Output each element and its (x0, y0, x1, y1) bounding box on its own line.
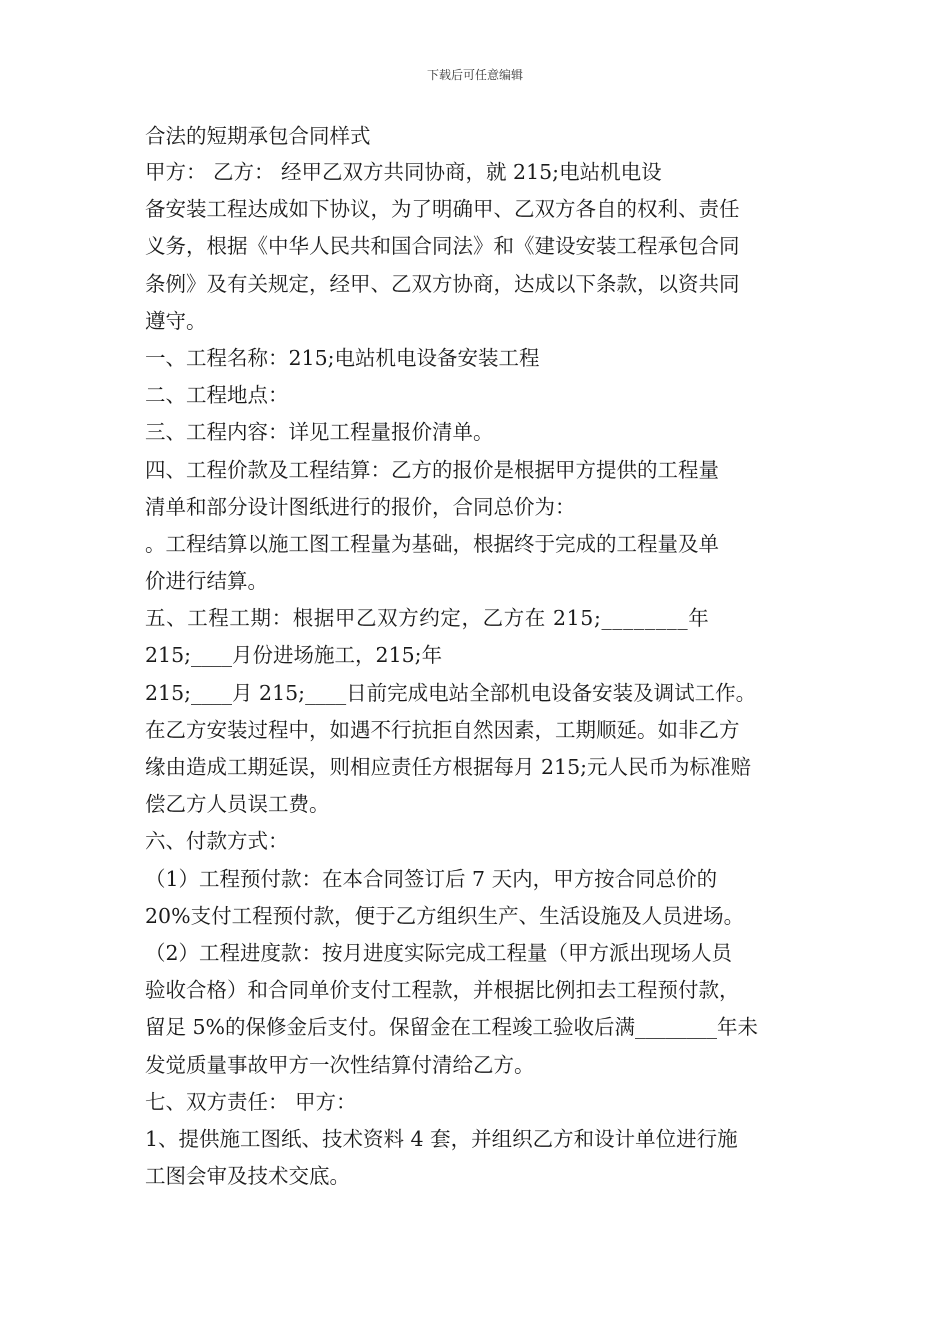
paragraph-line: 20%支付工程预付款，便于乙方组织生产、生活设施及人员进场。 (145, 903, 745, 928)
paragraph-line: 发觉质量事故甲方一次性结算付清给乙方。 (145, 1052, 535, 1077)
paragraph-line: 在乙方安装过程中，如遇不行抗拒自然因素，工期顺延。如非乙方 (145, 717, 740, 742)
document-title: 合法的短期承包合同样式 (145, 124, 371, 148)
section-heading: 三、工程内容：详见工程量报价清单。 (145, 420, 494, 445)
paragraph-line: 215;____月 215;____日前完成电站全部机电设备安装及调试工作。 (145, 680, 757, 705)
paragraph-line: （2）工程进度款：按月进度实际完成工程量（甲方派出现场人员 (145, 940, 733, 965)
paragraph-line: 备安装工程达成如下协议，为了明确甲、乙双方各自的权利、责任 (145, 197, 740, 222)
paragraph-line: 工图会审及技术交底。 (145, 1164, 350, 1189)
paragraph-line: （1）工程预付款：在本合同签订后 7 天内，甲方按合同总价的 (145, 866, 718, 891)
paragraph-line: 遵守。 (145, 308, 207, 333)
paragraph-line: 偿乙方人员误工费。 (145, 792, 330, 817)
paragraph-line: 215;____月份进场施工，215;年 (145, 643, 443, 668)
page-header-note: 下载后可任意编辑 (426, 68, 523, 82)
section-heading: 五、工程工期：根据甲乙双方约定，乙方在 215;________年 (145, 606, 710, 631)
section-heading: 七、双方责任： 甲方： (145, 1089, 357, 1114)
paragraph-line: 甲方： 乙方： 经甲乙双方共同协商，就 215;电站机电设 (145, 160, 662, 184)
paragraph-line: 价进行结算。 (145, 569, 268, 594)
paragraph-line: 1、提供施工图纸、技术资料 4 套，并组织乙方和设计单位进行施 (145, 1126, 738, 1151)
paragraph-line: 留足 5%的保修金后支付。保留金在工程竣工验收后满________年未 (145, 1015, 759, 1040)
section-heading: 二、工程地点： (145, 383, 289, 408)
paragraph-line: 验收合格）和合同单价支付工程款，并根据比例扣去工程预付款， (145, 978, 740, 1003)
paragraph-line: 条例》及有关规定，经甲、乙双方协商，达成以下条款，以资共同 (145, 271, 740, 296)
section-heading: 六、付款方式： (145, 829, 289, 854)
document-body (145, 118, 810, 1195)
paragraph-line: 。工程结算以施工图工程量为基础，根据终于完成的工程量及单 (145, 531, 719, 556)
paragraph-line: 义务，根据《中华人民共和国合同法》和《建设安装工程承包合同 (145, 234, 740, 259)
section-heading: 一、工程名称：215;电站机电设备安装工程 (145, 345, 540, 370)
paragraph-line: 清单和部分设计图纸进行的报价，合同总价为： (145, 494, 576, 519)
section-heading: 四、工程价款及工程结算：乙方的报价是根据甲方提供的工程量 (145, 457, 719, 482)
paragraph-line: 缘由造成工期延误，则相应责任方根据每月 215;元人民币为标准赔 (145, 755, 752, 779)
